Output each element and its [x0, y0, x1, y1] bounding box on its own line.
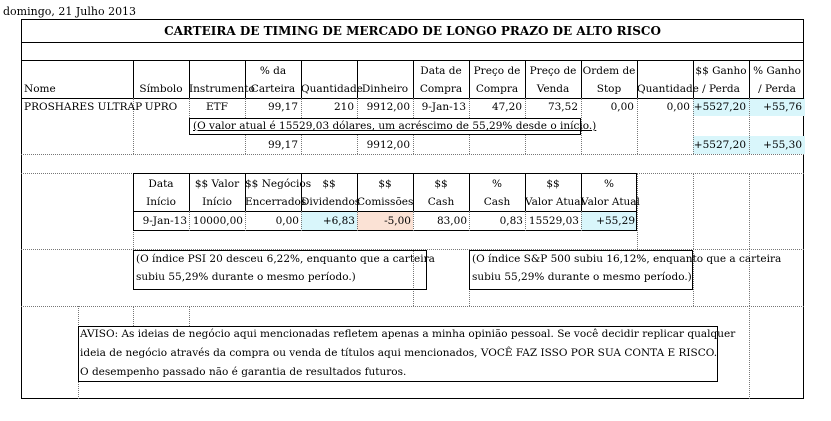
header-quantidade: Quantidade	[301, 83, 363, 95]
sum-data: 9-Jan-13	[142, 215, 187, 227]
total-pct-carteira: 99,17	[267, 139, 298, 151]
sum-negocios: 0,00	[275, 215, 299, 227]
sum-header-va-1: $$	[546, 178, 560, 190]
sum-header-cash-2: Cash	[427, 196, 455, 208]
header-pct-carteira-2: Carteira	[250, 83, 296, 95]
title-divider	[21, 42, 804, 43]
sum-header-com-2: Comissões	[357, 196, 414, 208]
header-preco-compra-1: Preço de	[473, 65, 521, 77]
row-nome: PROSHARES ULTRAP	[24, 101, 143, 113]
sp-note-line-1: (O índice S&P 500 subiu 16,12%, enquanto que a carteira	[472, 253, 782, 265]
psi-note-line-2: subiu 55,29% durante o mesmo período.)	[136, 271, 356, 283]
header-preco-venda-2: Venda	[536, 83, 570, 95]
header-pct-ganho-1: % Ganho	[753, 65, 801, 77]
header-data-compra-2: Compra	[419, 83, 463, 95]
row-data-compra: 9-Jan-13	[421, 101, 466, 113]
sum-header-pva-1: %	[604, 178, 614, 190]
sum-dividendos: +6,83	[322, 215, 355, 227]
row-pct-ganho: +55,76	[763, 101, 802, 113]
total-ganho: +5527,20	[693, 139, 746, 151]
sum-header-div-1: $$	[322, 178, 336, 190]
header-pct-carteira-1: % da	[259, 65, 287, 77]
sum-header-div-2: Dividendos	[301, 196, 361, 208]
header-preco-compra-2: Compra	[475, 83, 519, 95]
header-dinheiro: Dinheiro	[361, 83, 409, 95]
row-quantidade: 210	[333, 101, 354, 113]
sum-valor-atual: 15529,03	[528, 215, 579, 227]
sum-header-valor-2: Início	[202, 196, 232, 208]
row-ordem-stop: 0,00	[610, 101, 634, 113]
header-ordem-stop-2: Stop	[596, 83, 622, 95]
total-pct-ganho: +55,30	[763, 139, 802, 151]
sum-header-pcash-2: Cash	[483, 196, 511, 208]
sum-header-pva-2: Valor Atual	[581, 196, 640, 208]
valor-note: (O valor atual é 15529,03 dólares, um acréscimo de 55,29% desde o início.)	[193, 120, 597, 132]
header-pct-ganho-2: / Perda	[758, 83, 796, 95]
disclaimer-line-2: ideia de negócio através da compra ou venda de títulos aqui mencionados, VOCÊ FAZ ISSO POR SUA CONTA E RISCO.	[80, 347, 718, 359]
sum-valor: 10000,00	[192, 215, 243, 227]
sum-pct-valor-atual: +55,29	[596, 215, 635, 227]
row-instrumento: ETF	[206, 101, 228, 113]
sum-header-data-1: Data	[148, 178, 174, 190]
row-preco-venda: 73,52	[547, 101, 578, 113]
row-pct-carteira: 99,17	[267, 101, 298, 113]
row-ganho: +5527,20	[693, 101, 746, 113]
sum-pct-cash: 0,83	[499, 215, 523, 227]
header-ganho-2: / Perda	[702, 83, 740, 95]
sum-header-valor-1: $$ Valor	[194, 178, 240, 190]
disclaimer-line-1: AVISO: As ideias de negócio aqui mencionadas refletem apenas a minha opinião pessoal. Se você decidir replicar qualquer	[80, 328, 736, 340]
header-ordem-stop-1: Ordem de	[582, 65, 636, 77]
sum-cash: 83,00	[436, 215, 467, 227]
sum-header-va-2: Valor Atual	[525, 196, 584, 208]
disclaimer-line-3: O desempenho passado não é garantia de resultados futuros.	[80, 366, 407, 378]
header-instrumento: Instrumento	[189, 83, 255, 95]
row-simbolo: UPRO	[144, 101, 178, 113]
sum-header-cash-1: $$	[434, 178, 448, 190]
sum-header-neg-2: Encerrados	[245, 196, 307, 208]
sum-header-data-2: Início	[146, 196, 176, 208]
header-simbolo: Símbolo	[139, 83, 183, 95]
sum-comissoes: -5,00	[384, 215, 411, 227]
sum-header-pcash-1: %	[492, 178, 502, 190]
total-dinheiro: 9912,00	[366, 139, 410, 151]
header-ganho-1: $$ Ganho	[695, 65, 747, 77]
header-quantidade-2: Quantidade	[637, 83, 699, 95]
date-label: domingo, 21 Julho 2013	[3, 5, 137, 18]
sum-header-neg-1: $$ Negócios	[245, 178, 312, 190]
header-nome: Nome	[24, 83, 56, 95]
header-data-compra-1: Data de	[420, 65, 462, 77]
sum-header-com-1: $$	[378, 178, 392, 190]
sp-note-line-2: subiu 55,29% durante o mesmo período.)	[472, 271, 692, 283]
psi-note-line-1: (O índice PSI 20 desceu 6,22%, enquanto que a carteira	[136, 253, 435, 265]
row-quantidade-2: 0,00	[666, 101, 690, 113]
row-preco-compra: 47,20	[491, 101, 522, 113]
page-title: CARTEIRA DE TIMING DE MERCADO DE LONGO PRAZO DE ALTO RISCO	[164, 24, 661, 38]
row-dinheiro: 9912,00	[366, 101, 410, 113]
header-preco-venda-1: Preço de	[529, 65, 577, 77]
